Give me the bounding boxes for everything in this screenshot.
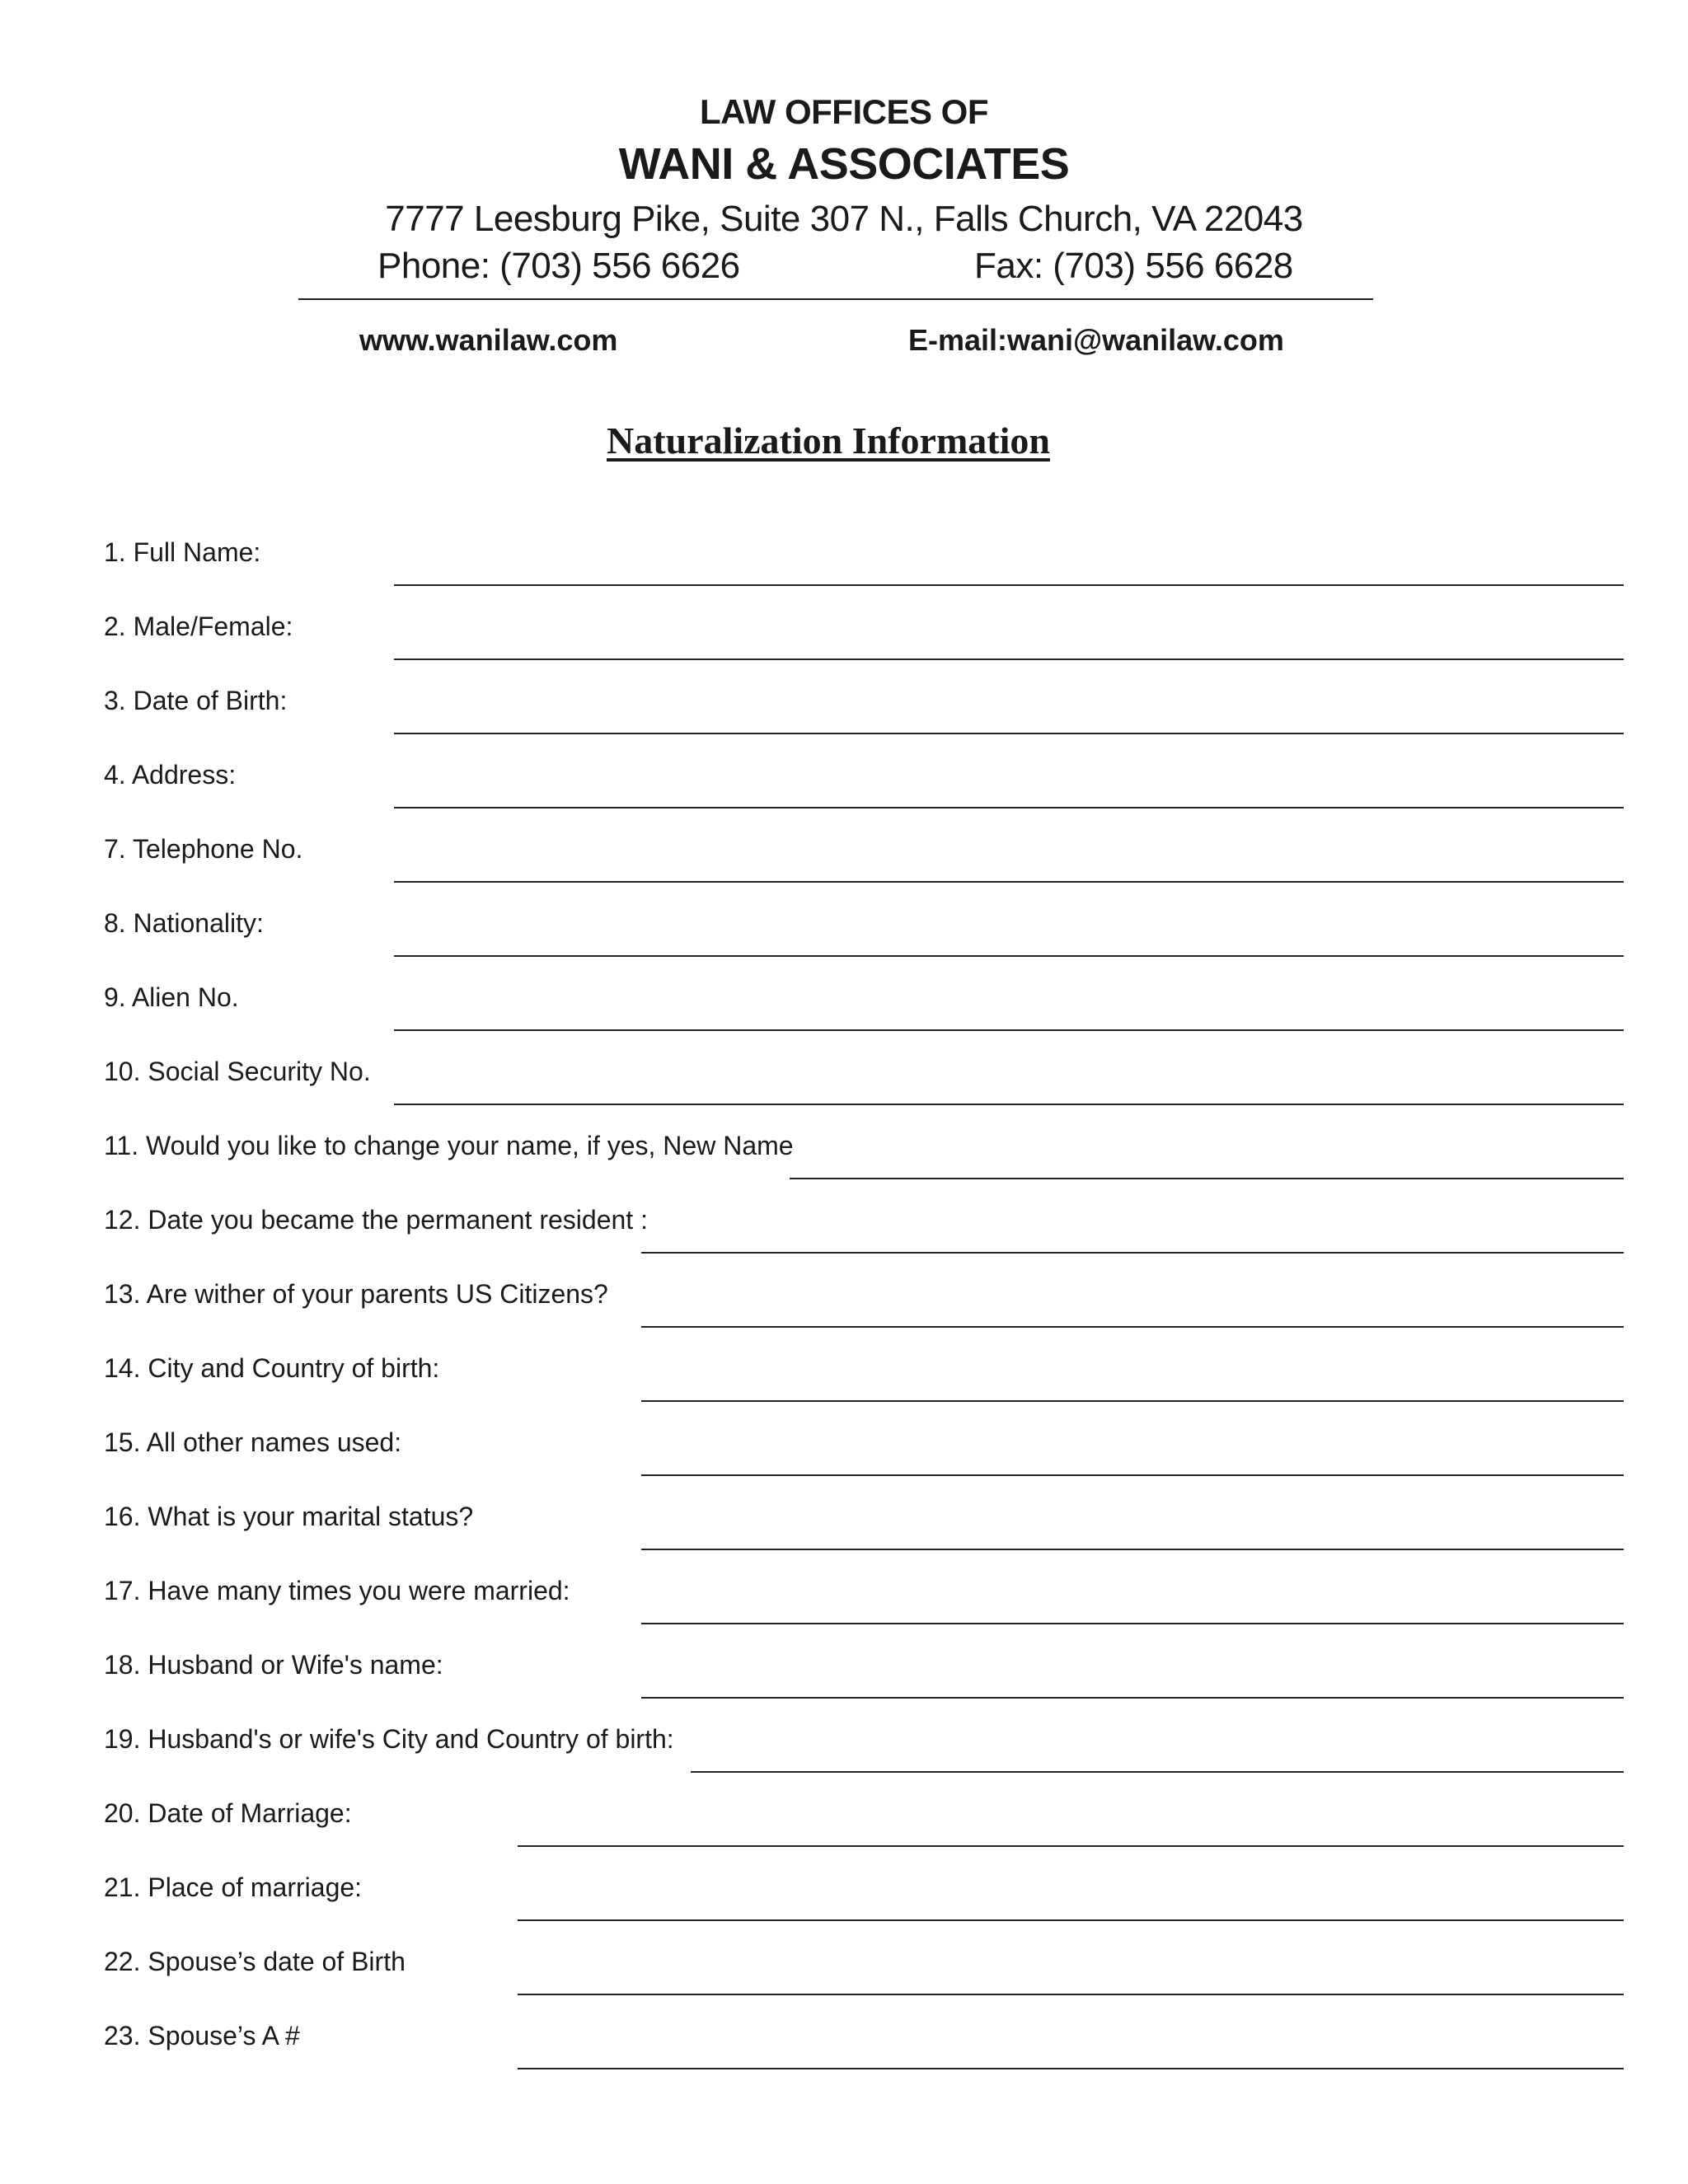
field-input-line[interactable] xyxy=(641,1697,1624,1699)
field-label: 14. City and Country of birth: xyxy=(104,1353,440,1383)
firm-website-link[interactable]: www.wanilaw.com xyxy=(359,323,618,357)
field-input-line[interactable] xyxy=(394,807,1624,808)
form-field-row xyxy=(0,1650,1688,1716)
field-input-line[interactable] xyxy=(641,1400,1624,1402)
field-label: 22. Spouse’s date of Birth xyxy=(104,1947,406,1976)
form-field-row xyxy=(0,1872,1688,1938)
form-title: Naturalization Information xyxy=(607,419,1050,462)
field-input-line[interactable] xyxy=(691,1771,1624,1773)
field-label: 10. Social Security No. xyxy=(104,1057,371,1086)
field-input-line[interactable] xyxy=(394,584,1624,586)
field-label: 12. Date you became the permanent resident : xyxy=(104,1205,648,1235)
form-field-row xyxy=(0,1205,1688,1271)
form-field-row xyxy=(0,908,1688,974)
field-label: 8. Nationality: xyxy=(104,908,264,938)
field-label: 13. Are wither of your parents US Citizens? xyxy=(104,1279,608,1309)
field-input-line[interactable] xyxy=(394,1029,1624,1031)
field-label: 7. Telephone No. xyxy=(104,834,303,864)
field-input-line[interactable] xyxy=(790,1178,1624,1179)
firm-name: WANI & ASSOCIATES xyxy=(618,139,1070,189)
firm-phone: Phone: (703) 556 6626 xyxy=(377,246,740,286)
field-label: 15. All other names used: xyxy=(104,1427,402,1457)
field-input-line[interactable] xyxy=(394,1104,1624,1105)
form-field-row xyxy=(0,1131,1688,1197)
field-input-line[interactable] xyxy=(641,1623,1624,1624)
field-input-line[interactable] xyxy=(641,1252,1624,1254)
field-label: 21. Place of marriage: xyxy=(104,1872,363,1902)
field-input-line[interactable] xyxy=(394,733,1624,734)
form-field-row xyxy=(0,1502,1688,1568)
field-input-line[interactable] xyxy=(518,1845,1624,1847)
field-input-line[interactable] xyxy=(518,1994,1624,1995)
form-field-row xyxy=(0,834,1688,900)
field-input-line[interactable] xyxy=(518,1919,1624,1921)
field-label: 9. Alien No. xyxy=(104,982,239,1012)
field-label: 3. Date of Birth: xyxy=(104,686,288,715)
field-label: 18. Husband or Wife's name: xyxy=(104,1650,443,1680)
field-label: 16. What is your marital status? xyxy=(104,1502,474,1531)
field-input-line[interactable] xyxy=(518,2068,1624,2069)
field-input-line[interactable] xyxy=(394,881,1624,883)
field-label: 19. Husband's or wife's City and Country of birth: xyxy=(104,1724,674,1754)
form-field-row xyxy=(0,537,1688,603)
form-field-row xyxy=(0,1057,1688,1122)
field-label: 1. Full Name: xyxy=(104,537,261,567)
firm-fax: Fax: (703) 556 6628 xyxy=(974,246,1293,286)
form-field-row xyxy=(0,1279,1688,1345)
field-input-line[interactable] xyxy=(394,658,1624,660)
form-field-row xyxy=(0,1798,1688,1864)
field-label: 2. Male/Female: xyxy=(104,612,293,641)
letterhead-divider xyxy=(298,298,1373,300)
form-field-row xyxy=(0,1947,1688,2013)
field-input-line[interactable] xyxy=(641,1326,1624,1328)
firm-email-link[interactable]: E-mail:wani@wanilaw.com xyxy=(908,323,1284,357)
field-label: 23. Spouse’s A # xyxy=(104,2021,300,2050)
field-label: 17. Have many times you were married: xyxy=(104,1576,570,1605)
form-field-row xyxy=(0,760,1688,826)
field-input-line[interactable] xyxy=(394,955,1624,957)
field-label: 4. Address: xyxy=(104,760,237,790)
field-label: 11. Would you like to change your name, if yes, New Name xyxy=(104,1131,794,1160)
form-field-row xyxy=(0,1353,1688,1419)
form-field-row xyxy=(0,1427,1688,1493)
form-field-row xyxy=(0,982,1688,1048)
field-input-line[interactable] xyxy=(641,1474,1624,1476)
form-field-row xyxy=(0,1724,1688,1790)
form-field-row xyxy=(0,2021,1688,2087)
form-field-row xyxy=(0,612,1688,677)
law-offices-heading: LAW OFFICES OF xyxy=(700,92,988,131)
form-field-row xyxy=(0,1576,1688,1642)
field-label: 20. Date of Marriage: xyxy=(104,1798,352,1828)
field-input-line[interactable] xyxy=(641,1549,1624,1550)
form-field-row xyxy=(0,686,1688,752)
firm-address: 7777 Leesburg Pike, Suite 307 N., Falls Church, VA 22043 xyxy=(385,199,1303,239)
